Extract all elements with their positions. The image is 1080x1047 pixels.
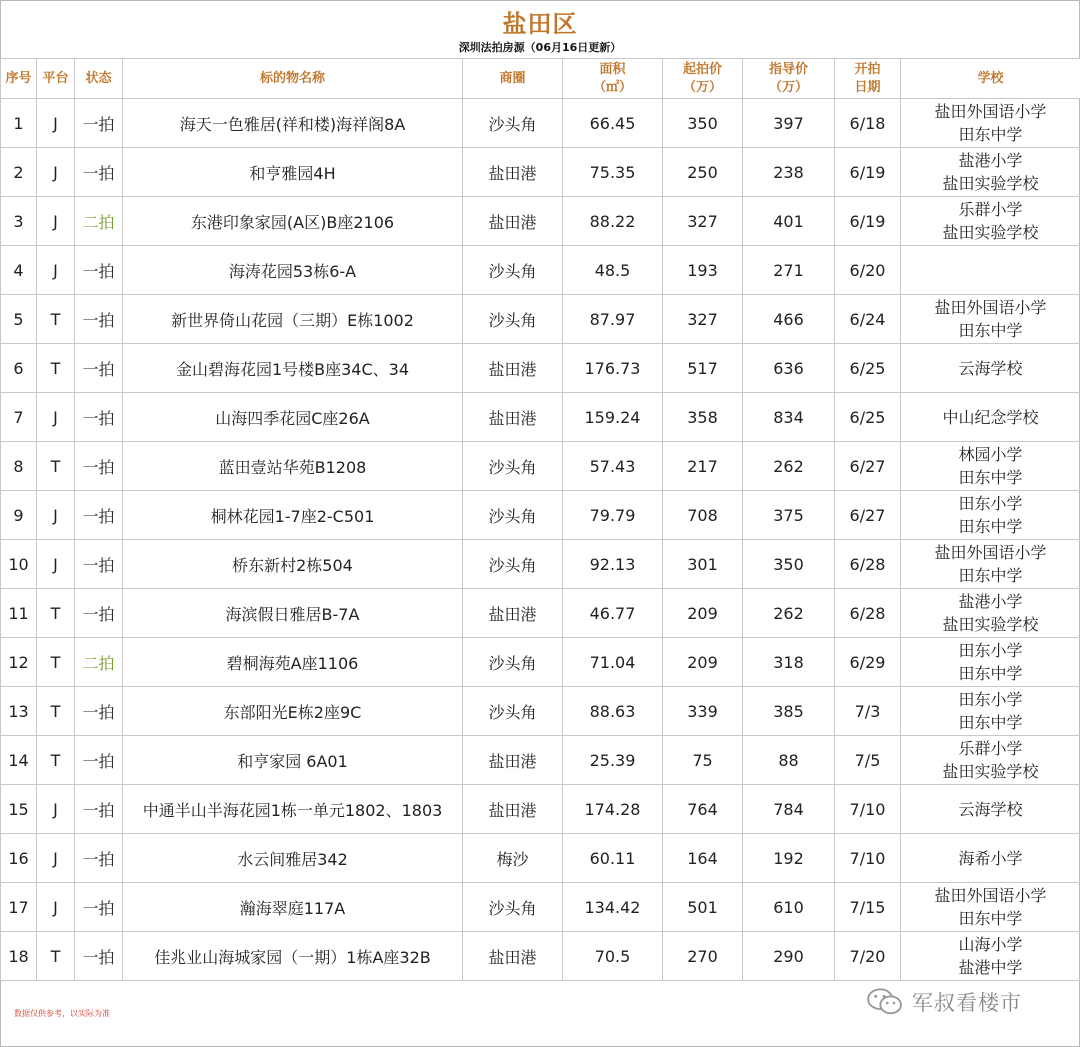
school-cell [901, 785, 1080, 834]
col-date-header [835, 59, 901, 99]
area-cell: 75.35 [563, 148, 663, 197]
platform-cell: J [37, 246, 75, 295]
school-cell [901, 99, 1080, 148]
auction-date-cell: 6/18 [835, 99, 901, 148]
platform-cell: J [37, 785, 75, 834]
area-cell: 174.28 [563, 785, 663, 834]
school-cell [901, 834, 1080, 883]
platform-cell: J [37, 99, 75, 148]
school-name: 田东中学 [958, 468, 1023, 487]
start-price-cell: 501 [663, 883, 743, 932]
school-name: 田东中学 [958, 664, 1023, 683]
platform-cell: J [37, 834, 75, 883]
school-name: 盐田实验学校 [942, 223, 1039, 242]
auction-date-cell: 6/20 [835, 246, 901, 295]
platform-cell: J [37, 393, 75, 442]
property-name-cell: 海天一色雅居(祥和楼)海祥阁8A [123, 99, 463, 148]
school-name: 盐田外国语小学 [934, 298, 1047, 317]
business-zone-cell: 沙头角 [463, 99, 563, 148]
school-name: 盐田外国语小学 [934, 543, 1047, 562]
school-cell [901, 295, 1080, 344]
page-title: 盐田区 [502, 10, 578, 38]
guide-price-cell: 350 [743, 540, 835, 589]
row-number: 12 [1, 638, 37, 687]
platform-cell: T [37, 295, 75, 344]
school-name: 盐港小学 [958, 592, 1023, 611]
school-name: 盐田外国语小学 [934, 102, 1047, 121]
property-name-cell: 山海四季花园C座26A [123, 393, 463, 442]
platform-cell: T [37, 442, 75, 491]
col-status-header [75, 59, 123, 99]
status-cell: 一拍 [75, 148, 123, 197]
school-name: 乐群小学 [958, 739, 1023, 758]
platform-cell: T [37, 344, 75, 393]
property-name-cell: 桐林花园1-7座2-C501 [123, 491, 463, 540]
business-zone-cell: 盐田港 [463, 344, 563, 393]
header-label: （万） [682, 79, 722, 95]
school-name: 田东小学 [958, 690, 1023, 709]
header-label: 平台 [42, 70, 69, 86]
school-cell [901, 883, 1080, 932]
start-price-cell: 250 [663, 148, 743, 197]
row-number: 11 [1, 589, 37, 638]
start-price-cell: 327 [663, 197, 743, 246]
start-price-cell: 517 [663, 344, 743, 393]
start-price-cell: 350 [663, 99, 743, 148]
property-name-cell: 海滨假日雅居B-7A [123, 589, 463, 638]
guide-price-cell: 784 [743, 785, 835, 834]
area-cell: 60.11 [563, 834, 663, 883]
status-cell: 一拍 [75, 344, 123, 393]
school-name: 盐田实验学校 [942, 174, 1039, 193]
table-row [1, 638, 1080, 687]
school-name: 海希小学 [958, 848, 1023, 868]
auction-date-cell: 6/25 [835, 344, 901, 393]
area-cell: 176.73 [563, 344, 663, 393]
header-label: 学校 [977, 70, 1004, 86]
school-name: 田东中学 [958, 125, 1023, 144]
status-cell: 一拍 [75, 393, 123, 442]
school-name: 林园小学 [958, 445, 1023, 464]
school-name: 田东小学 [958, 494, 1023, 513]
col-start-price-header [663, 59, 743, 99]
business-zone-cell: 盐田港 [463, 785, 563, 834]
school-name: 田东中学 [958, 909, 1023, 928]
guide-price-cell: 238 [743, 148, 835, 197]
row-number: 13 [1, 687, 37, 736]
start-price-cell: 270 [663, 932, 743, 981]
start-price-cell: 193 [663, 246, 743, 295]
col-zone-header [463, 59, 563, 99]
start-price-cell: 75 [663, 736, 743, 785]
school-cell [901, 442, 1080, 491]
header-label: 开拍 [854, 61, 881, 77]
area-cell: 134.42 [563, 883, 663, 932]
row-number: 3 [1, 197, 37, 246]
col-school-header [901, 59, 1080, 99]
table-row [1, 442, 1080, 491]
area-cell: 66.45 [563, 99, 663, 148]
platform-cell: T [37, 638, 75, 687]
property-name-cell: 佳兆业山海城家园（一期）1栋A座32B [123, 932, 463, 981]
table-row [1, 491, 1080, 540]
platform-cell: T [37, 589, 75, 638]
header-label: （万） [768, 79, 808, 95]
auction-date-cell: 7/20 [835, 932, 901, 981]
row-number: 15 [1, 785, 37, 834]
guide-price-cell: 610 [743, 883, 835, 932]
guide-price-cell: 375 [743, 491, 835, 540]
header-label: 面积 [599, 61, 626, 77]
table-row [1, 540, 1080, 589]
page-subtitle: 深圳法拍房源（06月16日更新） [458, 41, 622, 54]
status-cell: 一拍 [75, 785, 123, 834]
guide-price-cell: 262 [743, 589, 835, 638]
property-name-cell: 新世界倚山花园（三期）E栋1002 [123, 295, 463, 344]
header-label: 状态 [85, 70, 112, 86]
col-guide-price-header [743, 59, 835, 99]
auction-table [0, 58, 1080, 981]
auction-date-cell: 6/28 [835, 540, 901, 589]
table-row [1, 589, 1080, 638]
business-zone-cell: 盐田港 [463, 932, 563, 981]
school-cell [901, 197, 1080, 246]
row-number: 6 [1, 344, 37, 393]
area-cell: 88.63 [563, 687, 663, 736]
header-label: 日期 [854, 79, 881, 95]
auction-date-cell: 6/27 [835, 491, 901, 540]
property-name-cell: 东部阳光E栋2座9C [123, 687, 463, 736]
school-name: 盐港中学 [958, 958, 1023, 977]
auction-date-cell: 7/10 [835, 785, 901, 834]
start-price-cell: 164 [663, 834, 743, 883]
start-price-cell: 327 [663, 295, 743, 344]
platform-cell: J [37, 491, 75, 540]
area-cell: 88.22 [563, 197, 663, 246]
header-label: 指导价 [768, 61, 808, 77]
business-zone-cell: 梅沙 [463, 834, 563, 883]
row-number: 10 [1, 540, 37, 589]
guide-price-cell: 290 [743, 932, 835, 981]
property-name-cell: 瀚海翠庭117A [123, 883, 463, 932]
business-zone-cell: 盐田港 [463, 393, 563, 442]
business-zone-cell: 沙头角 [463, 442, 563, 491]
start-price-cell: 339 [663, 687, 743, 736]
auction-date-cell: 7/15 [835, 883, 901, 932]
status-cell: 一拍 [75, 883, 123, 932]
platform-cell: J [37, 197, 75, 246]
status-cell: 二拍 [75, 197, 123, 246]
auction-date-cell: 6/28 [835, 589, 901, 638]
status-cell: 一拍 [75, 295, 123, 344]
business-zone-cell: 沙头角 [463, 638, 563, 687]
row-number: 17 [1, 883, 37, 932]
guide-price-cell: 192 [743, 834, 835, 883]
row-number: 4 [1, 246, 37, 295]
school-cell [901, 638, 1080, 687]
table-row [1, 393, 1080, 442]
school-cell [901, 540, 1080, 589]
school-name: 盐田实验学校 [942, 762, 1039, 781]
platform-cell: J [37, 148, 75, 197]
guide-price-cell: 318 [743, 638, 835, 687]
table-row [1, 246, 1080, 295]
property-name-cell: 蓝田壹站华苑B1208 [123, 442, 463, 491]
school-name: 中山纪念学校 [942, 407, 1039, 427]
watermark-text: 军叔看楼市 [912, 991, 1022, 1015]
area-cell: 57.43 [563, 442, 663, 491]
row-number: 8 [1, 442, 37, 491]
table-row [1, 736, 1080, 785]
header-label: 标的物名称 [259, 70, 325, 86]
start-price-cell: 209 [663, 589, 743, 638]
disclaimer-note: 数据仅供参考，以实际为准 [14, 1009, 110, 1018]
status-cell: 一拍 [75, 932, 123, 981]
property-name-cell: 东港印象家园(A区)B座2106 [123, 197, 463, 246]
table-row [1, 295, 1080, 344]
header-label: 序号 [5, 70, 32, 86]
platform-cell: J [37, 540, 75, 589]
col-platform-header [37, 59, 75, 99]
property-name-cell: 和亨雅园4H [123, 148, 463, 197]
area-cell: 70.5 [563, 932, 663, 981]
guide-price-cell: 397 [743, 99, 835, 148]
school-name: 山海小学 [958, 935, 1023, 954]
area-cell: 25.39 [563, 736, 663, 785]
guide-price-cell: 262 [743, 442, 835, 491]
status-cell: 一拍 [75, 442, 123, 491]
header-label: 起拍价 [682, 61, 722, 77]
school-name: 盐田实验学校 [942, 615, 1039, 634]
auction-date-cell: 6/25 [835, 393, 901, 442]
area-cell: 46.77 [563, 589, 663, 638]
school-cell [901, 246, 1080, 295]
platform-cell: T [37, 687, 75, 736]
header-row [1, 59, 1080, 99]
business-zone-cell: 盐田港 [463, 589, 563, 638]
school-name: 云海学校 [958, 799, 1023, 819]
table-row [1, 834, 1080, 883]
status-cell: 一拍 [75, 99, 123, 148]
business-zone-cell: 沙头角 [463, 687, 563, 736]
status-cell: 一拍 [75, 834, 123, 883]
auction-date-cell: 6/24 [835, 295, 901, 344]
status-cell: 一拍 [75, 491, 123, 540]
status-cell: 一拍 [75, 687, 123, 736]
status-cell: 一拍 [75, 246, 123, 295]
business-zone-cell: 沙头角 [463, 491, 563, 540]
business-zone-cell: 盐田港 [463, 736, 563, 785]
school-name: 田东小学 [958, 641, 1023, 660]
table-row [1, 932, 1080, 981]
school-name: 盐田外国语小学 [934, 886, 1047, 905]
table-row [1, 148, 1080, 197]
school-name: 田东中学 [958, 566, 1023, 585]
header-label: （㎡） [592, 79, 632, 95]
status-cell: 一拍 [75, 540, 123, 589]
business-zone-cell: 沙头角 [463, 295, 563, 344]
start-price-cell: 209 [663, 638, 743, 687]
auction-date-cell: 6/27 [835, 442, 901, 491]
row-number: 2 [1, 148, 37, 197]
property-name-cell: 金山碧海花园1号楼B座34C、34 [123, 344, 463, 393]
school-cell [901, 148, 1080, 197]
table-row [1, 687, 1080, 736]
table-row [1, 197, 1080, 246]
row-number: 1 [1, 99, 37, 148]
property-name-cell: 和亨家园 6A01 [123, 736, 463, 785]
business-zone-cell: 盐田港 [463, 148, 563, 197]
school-cell [901, 589, 1080, 638]
school-name: 田东中学 [958, 517, 1023, 536]
school-cell [901, 687, 1080, 736]
table-row [1, 99, 1080, 148]
row-number: 18 [1, 932, 37, 981]
auction-date-cell: 7/3 [835, 687, 901, 736]
school-name: 云海学校 [958, 358, 1023, 378]
status-cell: 二拍 [75, 638, 123, 687]
start-price-cell: 301 [663, 540, 743, 589]
row-number: 14 [1, 736, 37, 785]
header-label: 商圈 [499, 70, 526, 86]
area-cell: 48.5 [563, 246, 663, 295]
business-zone-cell: 沙头角 [463, 246, 563, 295]
auction-date-cell: 6/19 [835, 148, 901, 197]
school-name: 田东中学 [958, 321, 1023, 340]
row-number: 16 [1, 834, 37, 883]
guide-price-cell: 271 [743, 246, 835, 295]
start-price-cell: 358 [663, 393, 743, 442]
start-price-cell: 764 [663, 785, 743, 834]
auction-date-cell: 7/10 [835, 834, 901, 883]
auction-date-cell: 7/5 [835, 736, 901, 785]
guide-price-cell: 834 [743, 393, 835, 442]
school-cell [901, 344, 1080, 393]
school-cell [901, 932, 1080, 981]
start-price-cell: 217 [663, 442, 743, 491]
auction-date-cell: 6/19 [835, 197, 901, 246]
business-zone-cell: 沙头角 [463, 883, 563, 932]
guide-price-cell: 401 [743, 197, 835, 246]
school-cell [901, 491, 1080, 540]
wechat-icon [866, 987, 904, 1017]
property-name-cell: 中通半山半海花园1栋一单元1802、1803 [123, 785, 463, 834]
status-cell: 一拍 [75, 736, 123, 785]
table-row [1, 344, 1080, 393]
status-cell: 一拍 [75, 589, 123, 638]
guide-price-cell: 385 [743, 687, 835, 736]
property-name-cell: 海涛花园53栋6-A [123, 246, 463, 295]
business-zone-cell: 盐田港 [463, 197, 563, 246]
watermark [866, 985, 1022, 1019]
area-cell: 159.24 [563, 393, 663, 442]
table-row [1, 883, 1080, 932]
area-cell: 92.13 [563, 540, 663, 589]
school-cell [901, 393, 1080, 442]
guide-price-cell: 466 [743, 295, 835, 344]
property-name-cell: 水云间雅居342 [123, 834, 463, 883]
row-number: 5 [1, 295, 37, 344]
table-body [1, 99, 1080, 981]
row-number: 9 [1, 491, 37, 540]
platform-cell: T [37, 932, 75, 981]
property-name-cell: 桥东新村2栋504 [123, 540, 463, 589]
guide-price-cell: 636 [743, 344, 835, 393]
area-cell: 71.04 [563, 638, 663, 687]
platform-cell: J [37, 883, 75, 932]
start-price-cell: 708 [663, 491, 743, 540]
col-name-header [123, 59, 463, 99]
auction-date-cell: 6/29 [835, 638, 901, 687]
platform-cell: T [37, 736, 75, 785]
school-name: 田东中学 [958, 713, 1023, 732]
col-no-header [1, 59, 37, 99]
area-cell: 79.79 [563, 491, 663, 540]
school-name: 乐群小学 [958, 200, 1023, 219]
row-number: 7 [1, 393, 37, 442]
school-cell [901, 736, 1080, 785]
business-zone-cell: 沙头角 [463, 540, 563, 589]
table-row [1, 785, 1080, 834]
area-cell: 87.97 [563, 295, 663, 344]
guide-price-cell: 88 [743, 736, 835, 785]
school-name: 盐港小学 [958, 151, 1023, 170]
col-area-header [563, 59, 663, 99]
property-name-cell: 碧桐海苑A座1106 [123, 638, 463, 687]
